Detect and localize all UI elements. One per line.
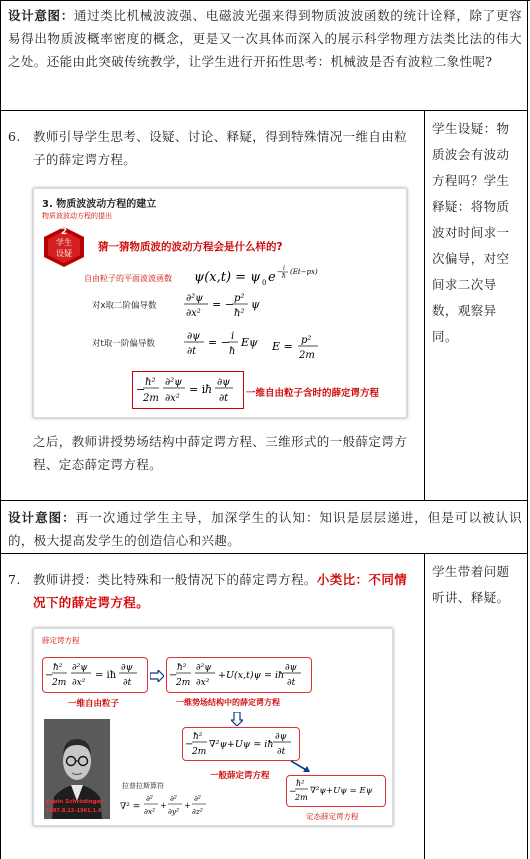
- design-intent-2-text: 再一次通过学生主导，加深学生的认知：知识是层层递进，但是可以被认识的，极大提高发学生的创造信心和兴趣。: [8, 510, 522, 548]
- svg-text:e: e: [268, 270, 276, 285]
- svg-text:∂t: ∂t: [123, 678, 132, 688]
- svg-text:= i: = i: [189, 383, 206, 396]
- t-derivative-label: 对t取一阶偏导数: [92, 339, 155, 349]
- svg-text:∂²ψ: ∂²ψ: [165, 377, 183, 388]
- svg-text:2m: 2m: [52, 678, 67, 688]
- svg-text:∂x²: ∂x²: [72, 678, 86, 688]
- svg-text:∂ψ: ∂ψ: [121, 663, 133, 673]
- x-derivative-equation: [184, 289, 274, 327]
- svg-text:2m: 2m: [143, 393, 159, 404]
- svg-text:ħ: ħ: [205, 383, 213, 396]
- badge-number: 2: [60, 227, 68, 237]
- student-question-badge: [42, 225, 86, 269]
- design-intent-2: [8, 506, 522, 552]
- svg-text:∂²ψ: ∂²ψ: [196, 663, 212, 673]
- svg-text:= −: = −: [212, 298, 234, 311]
- step-7-text-highlight: 小类比：不同情况下的薛定谔方程。: [33, 572, 408, 610]
- schrodinger-portrait: [44, 719, 110, 819]
- slide2-title: 薛定谔方程: [42, 636, 80, 645]
- svg-text:ψ: ψ: [251, 298, 260, 311]
- svg-text:E =: E =: [272, 340, 293, 353]
- svg-text:∂ψ: ∂ψ: [285, 663, 297, 673]
- svg-text:ħ²: ħ²: [296, 779, 305, 788]
- svg-text:∂ψ: ∂ψ: [275, 732, 287, 742]
- result-equation-label: 一维自由粒子含时的薛定谔方程: [246, 388, 380, 399]
- eq-free-particle-box: [42, 657, 148, 693]
- laplace-label: 拉普拉斯算符: [122, 782, 164, 790]
- row-divider-1: [0, 110, 528, 111]
- table-border-top: [0, 0, 530, 1]
- eq-potential-box: [166, 657, 312, 693]
- portrait-dates: 1887.8.12–1961.1.4: [46, 808, 102, 814]
- svg-text:Eψ: Eψ: [241, 336, 258, 349]
- svg-text:ħ²: ħ²: [53, 663, 63, 673]
- svg-text:ħ²: ħ²: [193, 732, 203, 742]
- step-6-text: 教师引导学生思考、设疑、讨论、释疑，得到特殊情况一维自由粒子的薛定谔方程。: [33, 129, 408, 167]
- svg-text:p²: p²: [301, 335, 312, 346]
- svg-text:∂y²: ∂y²: [168, 807, 180, 816]
- slide-wave-equation: [33, 188, 407, 418]
- svg-text:2m: 2m: [192, 747, 207, 757]
- svg-text:∂²: ∂²: [170, 794, 177, 803]
- t-derivative-equation: [184, 327, 274, 365]
- svg-text:2m: 2m: [176, 678, 191, 688]
- result-equation-box: [132, 371, 244, 409]
- design-intent-1: [8, 4, 522, 73]
- svg-text:∂x²: ∂x²: [196, 678, 210, 688]
- svg-text:ψ(x,t) = ψ: ψ(x,t) = ψ: [194, 270, 261, 285]
- laplace-equation: [120, 791, 216, 825]
- table-border-right: [527, 0, 528, 859]
- step-7-text: [33, 568, 419, 614]
- svg-text:−: −: [45, 670, 54, 681]
- svg-text:∂ψ: ∂ψ: [187, 331, 201, 342]
- slide-title: 3. 物质波波动方程的建立: [42, 199, 157, 210]
- svg-text:i: i: [231, 331, 235, 342]
- svg-text:∂t: ∂t: [277, 747, 286, 757]
- badge-line2: 设疑: [56, 249, 72, 258]
- svg-text:ħ²: ħ²: [145, 377, 156, 388]
- svg-text:ħ²: ħ²: [177, 663, 187, 673]
- svg-text:−: −: [277, 268, 283, 276]
- step-6-student-activity: 学生设疑：物质波会有波动方程吗？学生释疑：将物质波对时间求一次偏导，对空间求二次导数，观察异同。: [432, 121, 510, 344]
- svg-text:∂x²: ∂x²: [186, 308, 201, 319]
- svg-text:0: 0: [262, 279, 267, 287]
- svg-text:∂²: ∂²: [146, 794, 153, 803]
- svg-text:−: −: [169, 670, 178, 681]
- svg-text:−: −: [136, 383, 146, 396]
- badge-line1: 学生: [56, 238, 72, 247]
- svg-text:∇²ψ+Uψ = Eψ: ∇²ψ+Uψ = Eψ: [310, 786, 373, 796]
- svg-text:−: −: [289, 787, 297, 797]
- svg-text:+: +: [160, 801, 167, 810]
- svg-text:2m: 2m: [299, 350, 315, 361]
- svg-text:∂ψ: ∂ψ: [217, 377, 231, 388]
- svg-text:∂²ψ: ∂²ψ: [186, 293, 204, 304]
- x-derivative-label: 对x取二阶偏导数: [92, 301, 157, 311]
- step-6-after-text: 之后，教师讲授势场结构中薛定谔方程、三维形式的一般薛定谔方程、定态薛定谔方程。: [33, 434, 408, 472]
- step-6-number: 6.: [8, 129, 21, 144]
- svg-text:(Et−px): (Et−px): [290, 268, 318, 276]
- arrow-right-icon: [150, 667, 164, 686]
- svg-text:∂x²: ∂x²: [144, 807, 156, 816]
- svg-text:∂t: ∂t: [287, 678, 296, 688]
- svg-text:∂t: ∂t: [219, 393, 229, 404]
- svg-text:p²: p²: [234, 293, 245, 304]
- svg-text:∂²ψ: ∂²ψ: [72, 663, 88, 673]
- eq-general-box: [182, 727, 300, 761]
- design-intent-text: 通过类比机械波波强、电磁波光强来得到物质波波函数的统计诠释，除了更容易得出物质波概率密度的概念，更是又一次具体而深入的展示科学物理方法类比法的伟大之处。还能由此突破传统教学，让学生进行开拓性思考：机械波是否有波粒二象性呢?: [8, 8, 522, 69]
- svg-text:∇² =: ∇² =: [120, 802, 141, 812]
- svg-text:ħ: ħ: [229, 346, 236, 357]
- label-stationary: 定态薛定谔方程: [306, 812, 359, 821]
- col-divider-row7: [424, 553, 425, 859]
- svg-text:∂x²: ∂x²: [165, 393, 180, 404]
- slide-subtitle: 物质波波动方程的提出: [42, 212, 112, 220]
- svg-text:−: −: [185, 739, 194, 750]
- svg-text:∂²: ∂²: [194, 794, 201, 803]
- table-border-left: [0, 0, 1, 859]
- step-7-text-main: 教师讲授：类比特殊和一般情况下的薛定谔方程。: [33, 572, 317, 587]
- slide-schrodinger-equations: [33, 628, 393, 826]
- energy-equation: [272, 331, 342, 369]
- svg-text:i: i: [283, 265, 285, 272]
- portrait-name: Erwin Schrödinger: [46, 799, 104, 805]
- label-potential: 一维势场结构中的薛定谔方程: [176, 698, 280, 707]
- svg-text:2m: 2m: [295, 793, 308, 802]
- label-free-particle: 一维自由粒子: [68, 699, 120, 709]
- step-7-number: 7.: [8, 572, 21, 587]
- row-divider-2: [0, 500, 528, 501]
- svg-text:ħ: ħ: [282, 273, 286, 280]
- svg-text:∂z²: ∂z²: [192, 807, 203, 816]
- design-intent-label: 设计意图：: [8, 8, 74, 23]
- svg-text:∂t: ∂t: [187, 346, 197, 357]
- design-intent-2-label: 设计意图：: [8, 510, 76, 525]
- label-general: 一般薛定谔方程: [210, 771, 270, 781]
- svg-text:= −: = −: [208, 336, 230, 349]
- eq-stationary-box: [286, 775, 386, 807]
- step-7-student-activity: 学生带着问题听讲、释疑。: [432, 564, 510, 605]
- row-divider-3: [0, 553, 528, 554]
- svg-text:= iħ: = iħ: [95, 670, 117, 681]
- slide-question: 猜一猜物质波的波动方程会是什么样的?: [98, 241, 283, 253]
- col-divider-row6: [424, 110, 425, 500]
- svg-text:+U(x,t)ψ = iħ: +U(x,t)ψ = iħ: [218, 670, 285, 681]
- svg-text:ħ²: ħ²: [234, 308, 245, 319]
- svg-text:∇²ψ+Uψ = iħ: ∇²ψ+Uψ = iħ: [209, 739, 274, 750]
- svg-text:+: +: [184, 801, 191, 810]
- free-wave-label: 自由粒子的平面波波函数: [84, 274, 172, 283]
